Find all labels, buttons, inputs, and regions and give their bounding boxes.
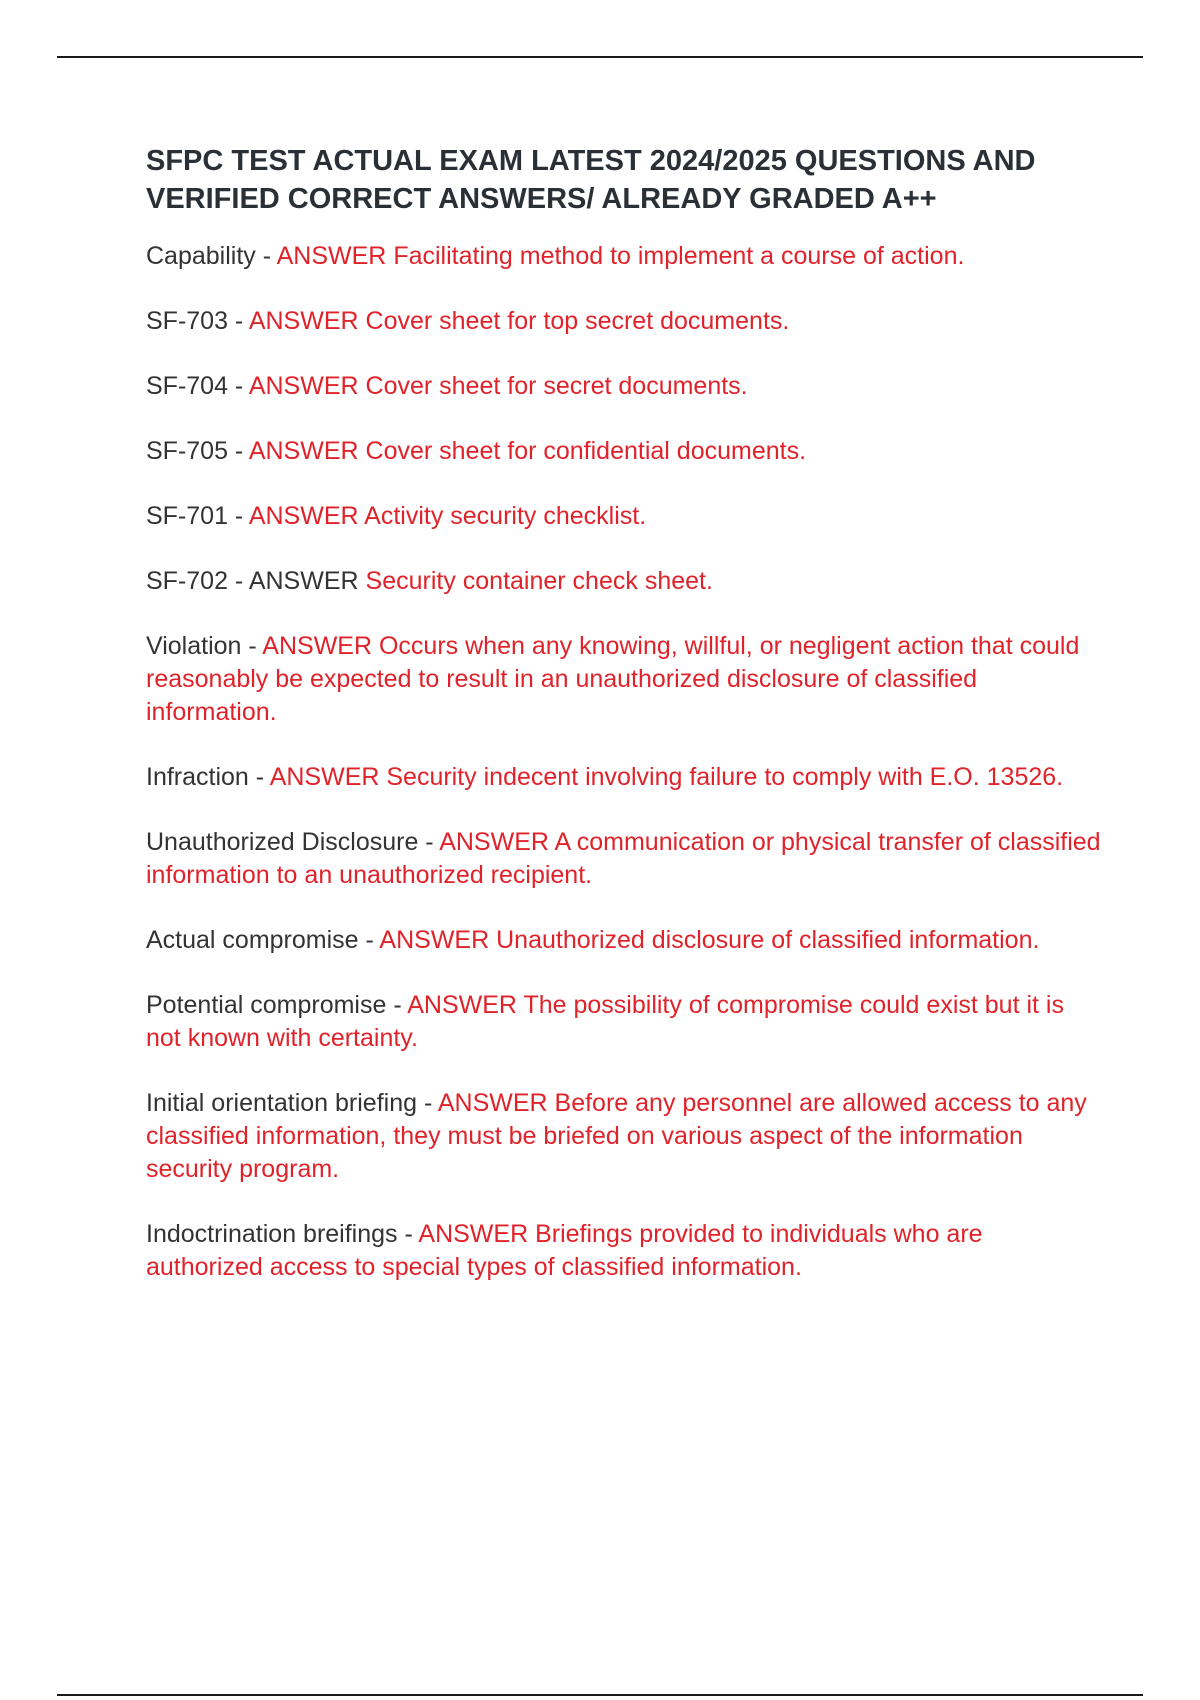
entry-separator: - xyxy=(397,1220,419,1248)
entry-term: SF-703 xyxy=(146,307,228,335)
qa-entry xyxy=(146,500,1101,533)
answer-label: ANSWER xyxy=(379,926,490,954)
bottom-rule xyxy=(57,1694,1143,1696)
entry-separator: - xyxy=(248,763,270,791)
entry-separator: - xyxy=(358,926,380,954)
qa-entry xyxy=(146,370,1101,403)
entry-answer: A communication or physical transfer of classified information to an unauthorized recipient. xyxy=(146,828,1101,889)
entry-answer: Briefings provided to individuals who are authorized access to special types of classified information. xyxy=(146,1220,983,1281)
entry-separator: - xyxy=(386,991,408,1019)
entry-separator: - xyxy=(227,437,249,465)
qa-entry xyxy=(146,761,1101,794)
qa-list xyxy=(146,240,1101,1284)
qa-entry xyxy=(146,240,1101,273)
entry-term: Actual compromise xyxy=(146,926,359,954)
document-title: SFPC TEST ACTUAL EXAM LATEST 2024/2025 QUESTIONS AND VERIFIED CORRECT ANSWERS/ ALREADY GRADED A++ xyxy=(146,145,1036,215)
qa-entry xyxy=(146,924,1101,957)
entry-answer: Security indecent involving failure to comply with E.O. 13526. xyxy=(386,763,1064,791)
entry-term: Initial orientation briefing xyxy=(146,1089,417,1117)
entry-separator: - xyxy=(417,1089,438,1117)
entry-answer: Before any personnel are allowed access to any classified information, they must be briefed on various aspect of the information security program. xyxy=(146,1089,1087,1183)
document-body xyxy=(146,142,1101,1316)
entry-answer: Security container check sheet. xyxy=(365,567,713,595)
qa-entry xyxy=(146,1087,1101,1186)
qa-entry xyxy=(146,1218,1101,1284)
entry-term: Unauthorized Disclosure xyxy=(146,828,419,856)
entry-answer: Cover sheet for secret documents. xyxy=(365,372,748,400)
answer-label: ANSWER xyxy=(248,307,359,335)
qa-entry xyxy=(146,305,1101,338)
answer-label: ANSWER xyxy=(276,242,387,270)
entry-answer: The possibility of compromise could exist but it is not known with certainty. xyxy=(146,991,1064,1052)
answer-label: ANSWER xyxy=(262,632,373,660)
entry-answer: Activity security checklist. xyxy=(364,502,647,530)
answer-label: ANSWER xyxy=(248,372,359,400)
entry-term: SF-704 xyxy=(146,372,228,400)
entry-answer: Occurs when any knowing, willful, or negligent action that could reasonably be expected to result in an unauthorized disclosure of classified information. xyxy=(146,632,1080,726)
entry-separator: - xyxy=(418,828,440,856)
entry-term: SF-701 xyxy=(146,502,228,530)
answer-label: ANSWER xyxy=(407,991,517,1019)
entry-answer: Facilitating method to implement a course of action. xyxy=(393,242,965,270)
entry-separator: - xyxy=(227,372,249,400)
entry-answer: Cover sheet for confidential documents. xyxy=(365,437,807,465)
answer-label: ANSWER xyxy=(437,1089,548,1117)
entry-separator: - xyxy=(227,502,249,530)
entry-term: SF-705 xyxy=(146,437,228,465)
entry-term: Violation xyxy=(146,632,242,660)
answer-label: ANSWER xyxy=(248,502,359,530)
entry-separator: - xyxy=(227,567,249,595)
entry-separator: - xyxy=(255,242,277,270)
entry-separator: - xyxy=(227,307,249,335)
entry-separator: - xyxy=(241,632,263,660)
entry-answer: Unauthorized disclosure of classified information. xyxy=(496,926,1040,954)
qa-entry xyxy=(146,826,1101,892)
qa-entry xyxy=(146,435,1101,468)
qa-entry xyxy=(146,630,1101,729)
answer-label: ANSWER xyxy=(418,1220,529,1248)
entry-term: Potential compromise xyxy=(146,991,387,1019)
answer-label: ANSWER xyxy=(269,763,380,791)
top-rule xyxy=(57,56,1143,58)
answer-label: ANSWER xyxy=(439,828,549,856)
entry-term: SF-702 xyxy=(146,567,228,595)
qa-entry xyxy=(146,989,1101,1055)
entry-answer: Cover sheet for top secret documents. xyxy=(365,307,790,335)
entry-term: Infraction xyxy=(146,763,249,791)
answer-label: ANSWER xyxy=(248,567,359,595)
qa-entry xyxy=(146,565,1101,598)
entry-term: Capability xyxy=(146,242,256,270)
entry-term: Indoctrination breifings xyxy=(146,1220,398,1248)
answer-label: ANSWER xyxy=(248,437,359,465)
